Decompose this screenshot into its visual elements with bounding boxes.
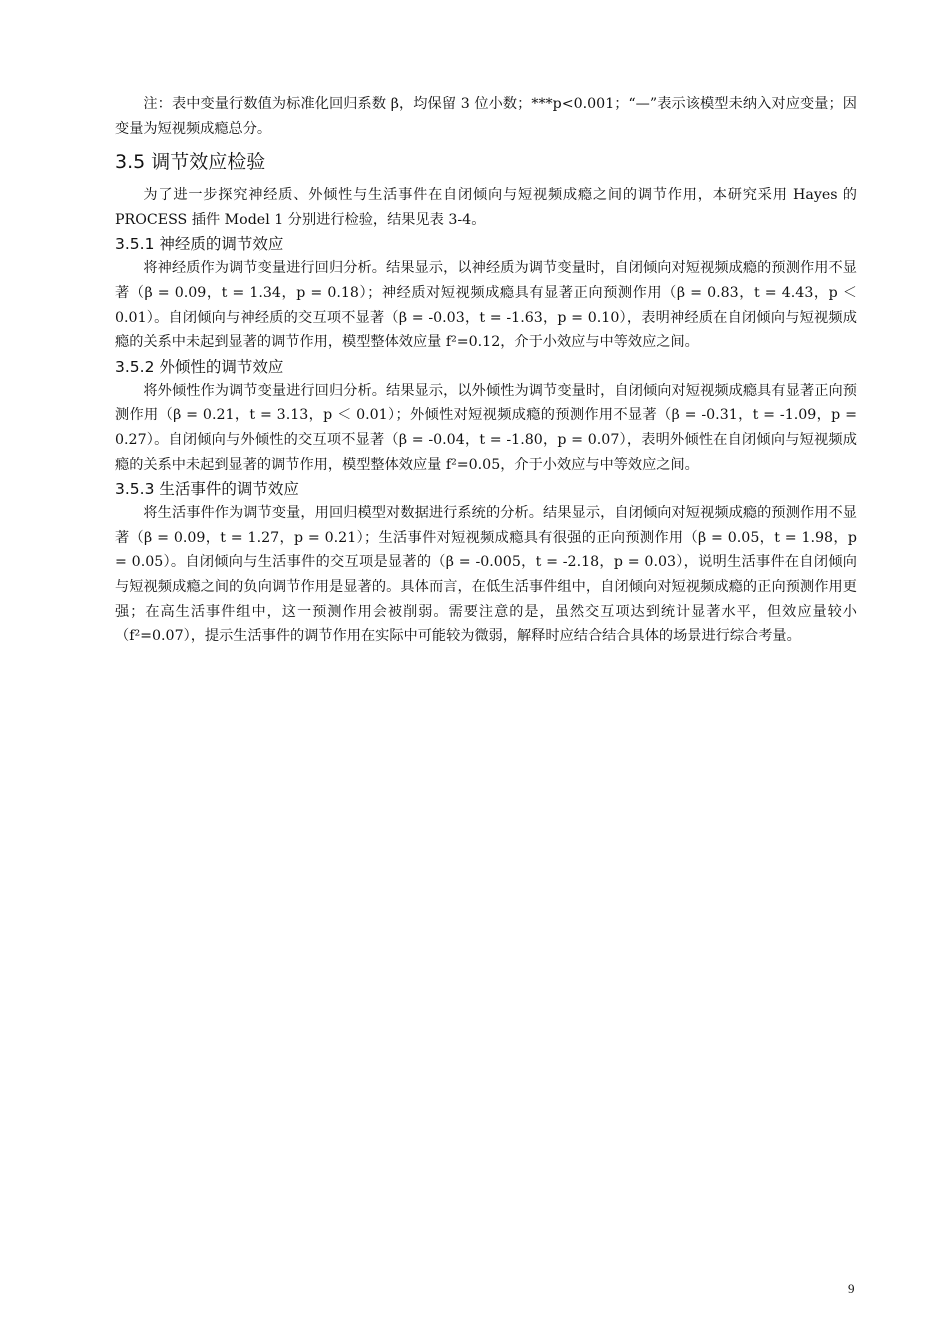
table-note: 注：表中变量行数值为标准化回归系数 β，均保留 3 位小数；***p<0.001；“—”表示该模型未纳入对应变量；因变量为短视频成瘾总分。 xyxy=(115,96,857,137)
subsection-text-life-events: 将生活事件作为调节变量，用回归模型对数据进行系统的分析。结果显示，自闭倾向对短视频成瘾的预测作用不显著（β = 0.09，t = 1.27，p = 0.21）；生活事件对短视频成瘾具有很强的正向预测作用（β = 0.05，t = 1.98，p = 0.05）。自闭倾向与生活事件的交互项是显著的（β = -0.005，t = -2.18，p = 0.03），说明生活事件在自闭倾向与短视频成瘾之间的负向调节作用是显著的。具体而言，在低生活事件组中，自闭倾向对短视频成瘾的正向预测作用更强；在高生活事件组中，这一预测作用会被削弱。需要注意的是，虽然交互项达到统计显著水平，但效应量较小（f²=0.07），提示生活事件的调节作用在实际中可能较为微弱，解释时应结合结合具体的场景进行综合考量。 xyxy=(115,505,857,645)
subsection-text-neuroticism: 将神经质作为调节变量进行回归分析。结果显示，以神经质为调节变量时，自闭倾向对短视频成瘾的预测作用不显著（β = 0.09，t = 1.34，p = 0.18）；神经质对短视频成瘾具有显著正向预测作用（β = 0.83，t = 4.43，p ＜ 0.01）。自闭倾向与神经质的交互项不显著（β = -0.03，t = -1.63，p = 0.10），表明神经质在自闭倾向与短视频成瘾的关系中未起到显著的调节作用，模型整体效应量 f²=0.12，介于小效应与中等效应之间。 xyxy=(115,260,857,351)
section-intro: 为了进一步探究神经质、外倾性与生活事件在自闭倾向与短视频成瘾之间的调节作用，本研究采用 Hayes 的 PROCESS 插件 Model 1 分别进行检验，结果见表 3-4。 xyxy=(115,187,857,228)
subsection-heading-life-events: 3.5.3 生活事件的调节效应 xyxy=(115,480,299,499)
subsection-heading-extraversion: 3.5.2 外倾性的调节效应 xyxy=(115,357,284,376)
subsection-heading-neuroticism: 3.5.1 神经质的调节效应 xyxy=(115,235,284,254)
section-heading: 3.5 调节效应检验 xyxy=(115,151,266,174)
subsection-text-extraversion: 将外倾性作为调节变量进行回归分析。结果显示，以外倾性为调节变量时，自闭倾向对短视频成瘾具有显著正向预测作用（β = 0.21，t = 3.13，p ＜ 0.01）；外倾性对短视频成瘾的预测作用不显著（β = -0.31，t = -1.09，p = 0.27）。自闭倾向与外倾性的交互项不显著（β = -0.04，t = -1.80，p = 0.07），表明外倾性在自闭倾向与短视频成瘾的关系中未起到显著的调节作用，模型整体效应量 f²=0.05，介于小效应与中等效应之间。 xyxy=(115,382,857,473)
page-number: 9 xyxy=(848,1281,855,1296)
document-body xyxy=(115,92,857,649)
